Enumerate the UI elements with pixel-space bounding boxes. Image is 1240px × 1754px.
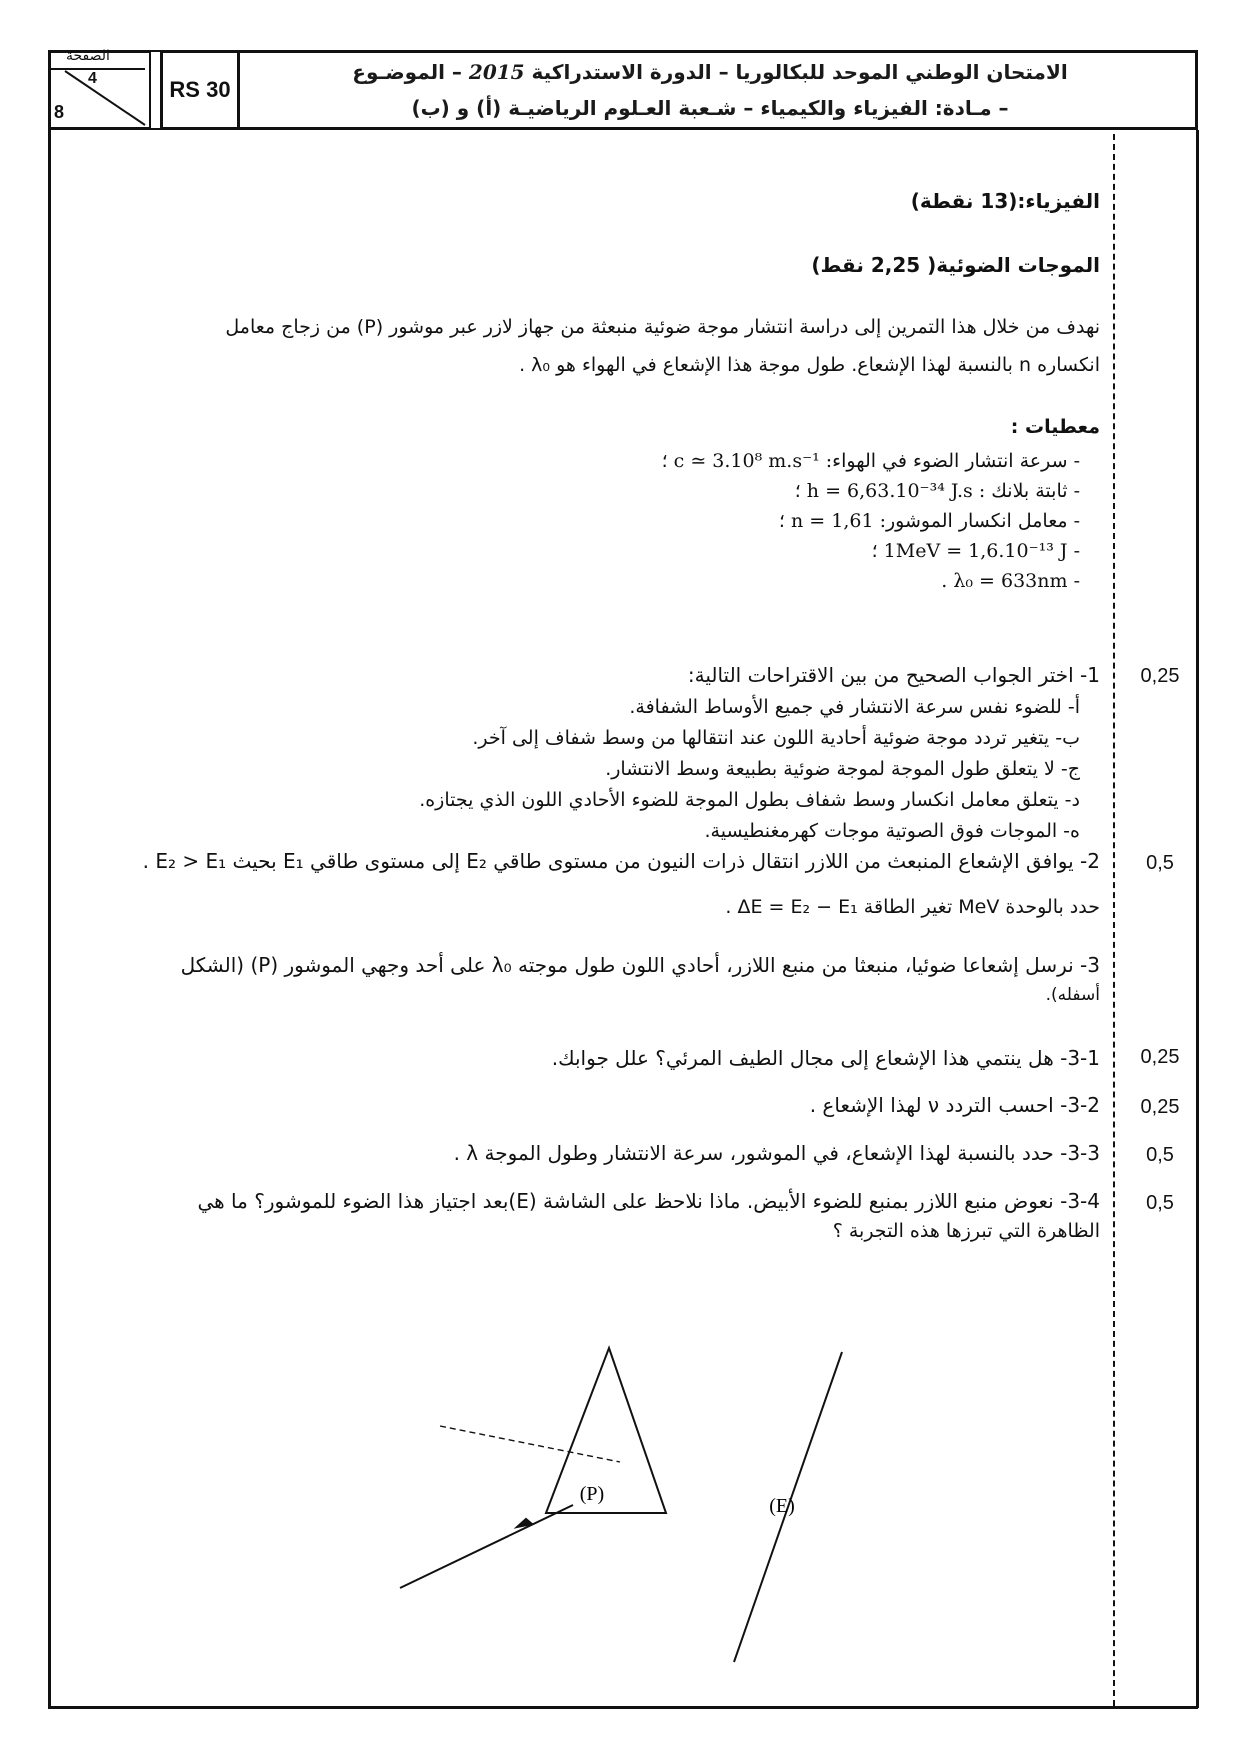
q3-line-2: أسفله). — [1045, 985, 1100, 1005]
q32-score: 0,25 — [1140, 1096, 1180, 1118]
exam-code: RS 30 — [160, 50, 240, 130]
q34-line-2: الظاهرة التي تبرزها هذه التجربة ؟ — [832, 1220, 1100, 1242]
choice-e: ه- الموجات فوق الصوتية موجات كهرمغنطيسية. — [704, 820, 1080, 842]
page-label: الصفحة — [66, 48, 110, 64]
intro-line-2: انكساره n بالنسبة لهذا الإشعاع. طول موجة هذا الإشعاع في الهواء هو λ₀ . — [519, 354, 1100, 376]
data-list — [380, 446, 1080, 596]
title-line2: – مـادة: الفيزياء والكيمياء – شـعبة العـلوم الرياضيـة (أ) و (ب) — [411, 96, 1009, 120]
q1-label: 1- اختر الجواب الصحيح من بين الاقتراحات التالية: — [687, 663, 1100, 687]
title-line1-b: – الموضـوع — [352, 60, 462, 84]
data-item: - معامل انكسار الموشور: n = 1,61 ؛ — [778, 510, 1080, 532]
data-item: - سرعة انتشار الضوء في الهواء: c ≃ 3.10⁸ m.s⁻¹ ؛ — [661, 450, 1080, 472]
exercise-title: الموجات الضوئية( 2,25 نقط) — [811, 253, 1100, 277]
q1-score: 0,25 — [1140, 665, 1180, 687]
page-number-box — [48, 50, 152, 130]
section-title: الفيزياء:(13 نقطة) — [910, 189, 1100, 213]
q31-text: 3-1- هل ينتمي هذا الإشعاع إلى مجال الطيف المرئي؟ علل جوابك. — [551, 1046, 1100, 1070]
q2-line-2: حدد بالوحدة MeV تغير الطاقة ΔE = E₂ − E₁ . — [725, 896, 1100, 918]
q33-text: 3-3- حدد بالنسبة لهذا الإشعاع، في الموشور، سرعة الانتشار وطول الموجة λ . — [453, 1141, 1100, 1165]
choice-d: د- يتعلق معامل انكسار وسط شفاف بطول الموجة للضوء الأحادي اللون الذي يجتازه. — [419, 789, 1080, 811]
data-title: معطيات : — [1010, 416, 1100, 438]
intro-line-1: نهدف من خلال هذا التمرين إلى دراسة انتشار موجة ضوئية منبعثة من جهاز لازر عبر موشور (P) من زجاج معامل — [225, 316, 1100, 338]
incident-ray — [400, 1505, 573, 1588]
q34-line-1: 3-4- نعوض منبع اللازر بمنبع للضوء الأبيض. ماذا نلاحظ على الشاشة (E)بعد اجتياز هذا الضوء للموشور؟ ما هي — [197, 1189, 1100, 1213]
prism-label: (P) — [579, 1483, 605, 1505]
q31-score: 0,25 — [1140, 1046, 1180, 1068]
prism-figure — [380, 1340, 880, 1670]
q33-score: 0,5 — [1146, 1144, 1174, 1166]
title-line1-a: الامتحان الوطني الموحد للبكالوريا – الدورة الاستدراكية — [531, 60, 1068, 84]
data-item: - λ₀ = 633nm . — [941, 570, 1080, 592]
choice-a: أ- للضوء نفس سرعة الانتشار في جميع الأوساط الشفافة. — [629, 696, 1080, 718]
choice-c: ج- لا يتعلق طول الموجة لموجة ضوئية بطبيعة وسط الانتشار. — [605, 758, 1080, 780]
q32-text: 3-2- احسب التردد ν لهذا الإشعاع . — [809, 1093, 1100, 1117]
title-year: 2015 — [468, 60, 525, 84]
data-item: - ثابتة بلانك : h = 6,63.10⁻³⁴ J.s ؛ — [794, 480, 1080, 502]
q34-score: 0,5 — [1146, 1192, 1174, 1214]
exam-title — [250, 54, 1170, 126]
normal-dashed-line — [440, 1426, 620, 1462]
q2-line-1: 2- يوافق الإشعاع المنبعث من اللازر انتقال ذرات النيون من مستوى طاقي E₂ إلى مستوى طاقي E₁ بحيث E₂ > E₁ . — [142, 849, 1100, 873]
frame-right — [1196, 130, 1199, 1708]
data-item: - 1MeV = 1,6.10⁻¹³ J ؛ — [871, 540, 1080, 562]
screen-label: (E) — [769, 1495, 795, 1517]
frame-bottom — [48, 1706, 1198, 1709]
page-total: 8 — [54, 102, 65, 122]
choice-b: ب- يتغير تردد موجة ضوئية أحادية اللون عند انتقالها من وسط شفاف إلى آخر. — [472, 727, 1080, 749]
page-number: 4 — [88, 70, 97, 87]
prism-triangle — [546, 1348, 666, 1513]
score-column-divider — [1113, 134, 1115, 1706]
q1-choices — [80, 692, 1080, 847]
q2-score: 0,5 — [1146, 852, 1174, 874]
frame-left — [48, 130, 51, 1708]
q3-line-1: 3- نرسل إشعاعا ضوئيا، منبعثا من منبع اللازر، أحادي اللون طول موجته λ₀ على أحد وجهي الموشور (P) (الشكل — [180, 953, 1100, 977]
